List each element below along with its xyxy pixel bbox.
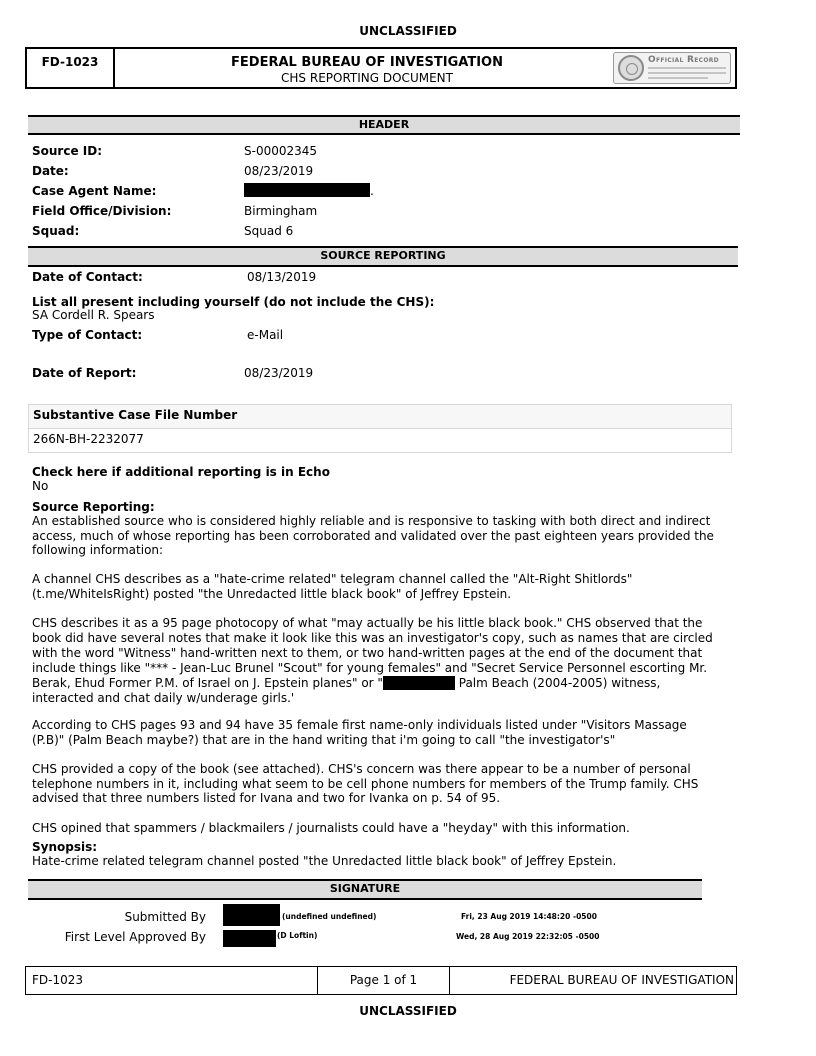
field-office-value: Birmingham [244, 204, 318, 218]
approved-timestamp: Wed, 28 Aug 2019 22:32:05 -0500 [456, 932, 600, 941]
footer-page-number: Page 1 of 1 [349, 973, 418, 987]
reporting-paragraph-6: CHS opined that spammers / blackmailers / journalists could have a "heyday" with this information. [32, 821, 630, 835]
approved-by-name: (D Loftin) [277, 931, 318, 940]
reporting-paragraph-1: An established source who is considered highly reliable and is responsive to tasking with both direct and indirect access, much of whose reporting has been corroborated and validated over the past eighteen years provided the following information: [32, 514, 714, 557]
footer-agency: FEDERAL BUREAU OF INVESTIGATION [509, 973, 734, 987]
reporting-paragraph-3 [32, 616, 722, 706]
form-number: FD-1023 [27, 49, 115, 87]
date-of-contact-value: 08/13/2019 [247, 270, 317, 284]
case-file-number: 266N-BH-2232077 [28, 428, 732, 453]
case-agent-label: Case Agent Name: [32, 184, 157, 198]
reporting-paragraph-5: CHS provided a copy of the book (see attached). CHS's concern was there appear to be a number of personal telephone numbers in it, including what seem to be cell phone numbers for members of the Trump family. CHS advised that three numbers listed for Ivana and two for Ivanka on p. 54 of 95. [32, 762, 699, 805]
classification-top: UNCLASSIFIED [359, 24, 457, 38]
classification-bottom: UNCLASSIFIED [359, 1004, 457, 1018]
case-agent-suffix: . [370, 184, 374, 198]
squad-label: Squad: [32, 224, 80, 238]
submitted-timestamp: Fri, 23 Aug 2019 14:48:20 -0500 [461, 912, 597, 921]
document-type: CHS REPORTING DOCUMENT [281, 71, 453, 85]
present-label: List all present including yourself (do not include the CHS): [32, 295, 435, 309]
source-reporting-label: Source Reporting: [32, 500, 155, 514]
signature-section-title: SIGNATURE [28, 879, 702, 900]
reporting-paragraph-2: A channel CHS describes as a "hate-crime related" telegram channel called the "Alt-Right Shitlords" (t.me/WhiteIsRight) posted "the Unredacted little black book" of Jeffrey Epstein. [32, 572, 633, 601]
reporting-paragraph-3a: CHS describes it as a 95 page photocopy of what "may actually be his little black book." CHS observed that the book did have several notes that make it look like this was an investigator's copy, such as names that are circled with the word "Witness" hand-written next to them, or two hand-written pages at the end of the document that include things like "*** - Jean-Luc Brunel "Scout" for young females" and "Secret Service Personnel escorting Mr. Berak, Ehud Former P.M. of Israel on J. Epstein planes" or " [32, 616, 713, 690]
header-section-title: HEADER [28, 115, 740, 135]
submitted-by-name: (undefined undefined) [282, 912, 377, 921]
type-of-contact-label: Type of Contact: [32, 328, 143, 342]
approved-by-label: First Level Approved By [64, 930, 206, 944]
footer-form-number: FD-1023 [32, 973, 84, 987]
squad-value: Squad 6 [244, 224, 294, 238]
reporting-paragraph-3b: Palm Beach (2004-2005) witness, interacted and chat daily w/underage girls.' [32, 676, 661, 705]
case-file-label: Substantive Case File Number [28, 404, 732, 429]
stamp-title: Official Record [648, 55, 719, 65]
agency-title: FEDERAL BUREAU OF INVESTIGATION [231, 55, 503, 70]
source-reporting-section-title: SOURCE REPORTING [28, 246, 738, 267]
reporting-paragraph-4: According to CHS pages 93 and 94 have 35 female first name-only individuals listed under "Visitors Massage (P.B)" (Palm Beach maybe?) that are in the hand writing that i'm going to call "the investigator's" [32, 718, 687, 747]
present-value: SA Cordell R. Spears [32, 308, 155, 322]
fbi-seal-icon [618, 55, 644, 81]
case-agent-redaction [244, 183, 370, 197]
official-record-stamp [613, 52, 731, 84]
date-of-report-label: Date of Report: [32, 366, 137, 380]
title-box [25, 47, 737, 89]
source-id-label: Source ID: [32, 144, 103, 158]
field-office-label: Field Office/Division: [32, 204, 172, 218]
page-footer [25, 966, 737, 995]
submitted-by-redaction [223, 904, 280, 926]
source-id-value: S-00002345 [244, 144, 318, 158]
approved-by-redaction [223, 930, 276, 947]
synopsis-label: Synopsis: [32, 840, 98, 854]
submitted-by-label: Submitted By [124, 910, 206, 924]
date-of-report-value: 08/23/2019 [244, 366, 314, 380]
echo-value: No [32, 479, 49, 493]
name-redaction [383, 676, 455, 690]
synopsis-value: Hate-crime related telegram channel posted "the Unredacted little black book" of Jeffrey Epstein. [32, 854, 617, 868]
type-of-contact-value: e-Mail [247, 328, 284, 342]
date-value: 08/23/2019 [244, 164, 314, 178]
echo-label: Check here if additional reporting is in Echo [32, 465, 330, 479]
date-of-contact-label: Date of Contact: [32, 270, 143, 284]
date-label: Date: [32, 164, 69, 178]
